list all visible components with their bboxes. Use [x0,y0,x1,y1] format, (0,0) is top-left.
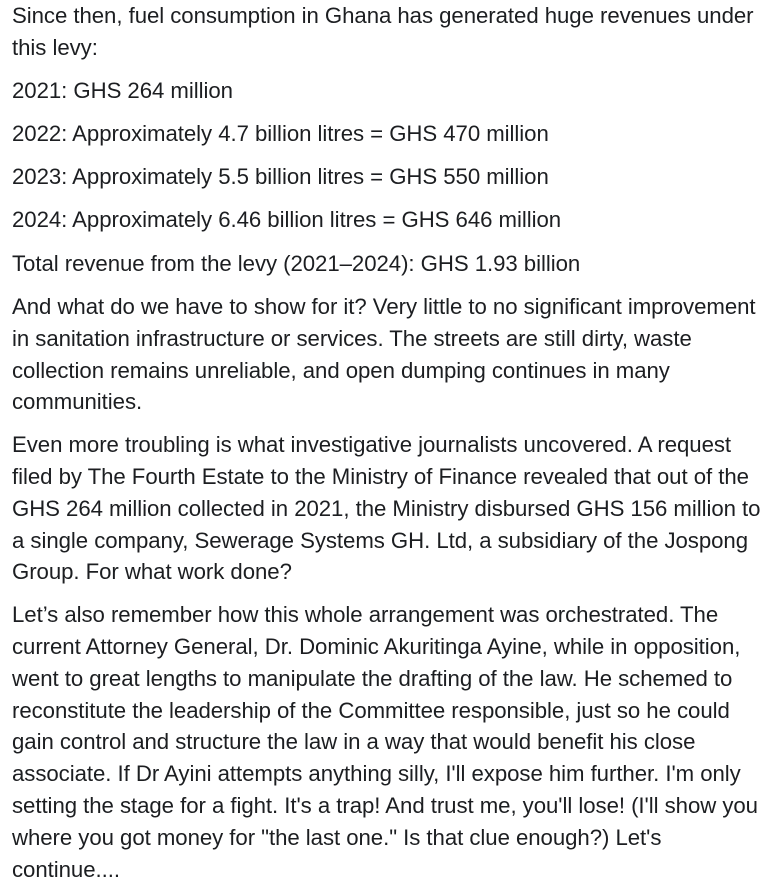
revenue-2022: 2022: Approximately 4.7 billion litres = GHS 470 million [12,120,549,146]
paragraph-show-for-it: And what do we have to show for it? Very little to no significant improvement in sanitation infrastructure or services. The streets are still dirty, waste collection remains unreliable, and open dumping continues in many communities. [12,294,756,415]
revenue-2023: 2023: Approximately 5.5 billion litres = GHS 550 million [12,164,549,190]
post-body [12,0,764,896]
paragraph-investigation: Even more troubling is what investigative journalists uncovered. A request filed by The Fourth Estate to the Ministry of Finance revealed that out of the GHS 264 million collected in 2021, the Ministry disbursed GHS 156 million to a single company, Sewerage Systems GH. Ltd, a subsidiary of the Jospong Group. For what work done? [12,432,761,585]
revenue-2024: 2024: Approximately 6.46 billion litres = GHS 646 million [12,207,562,233]
paragraph-arrangement: Let’s also remember how this whole arrangement was orchestrated. The current Attorney General, Dr. Dominic Akuritinga Ayine, while in opposition, went to great lengths to manipulate the drafting of the law. He schemed to reconstitute the leadership of the Committee responsible, just so he could gain control and structure the law in a way that would benefit his close associate. If Dr Ayini attempts anything silly, I'll expose him further. I'm only setting the stage for a fight. It's a trap! And trust me, you'll lose! (I'll show you where you got money for "the last one." Is that clue enough?) Let's continue.... [12,602,758,882]
revenue-2021: 2021: GHS 264 million [12,77,233,103]
revenue-total: Total revenue from the levy (2021–2024): GHS 1.93 billion [12,250,581,276]
intro-paragraph: Since then, fuel consumption in Ghana has generated huge revenues under this levy: [12,3,754,60]
